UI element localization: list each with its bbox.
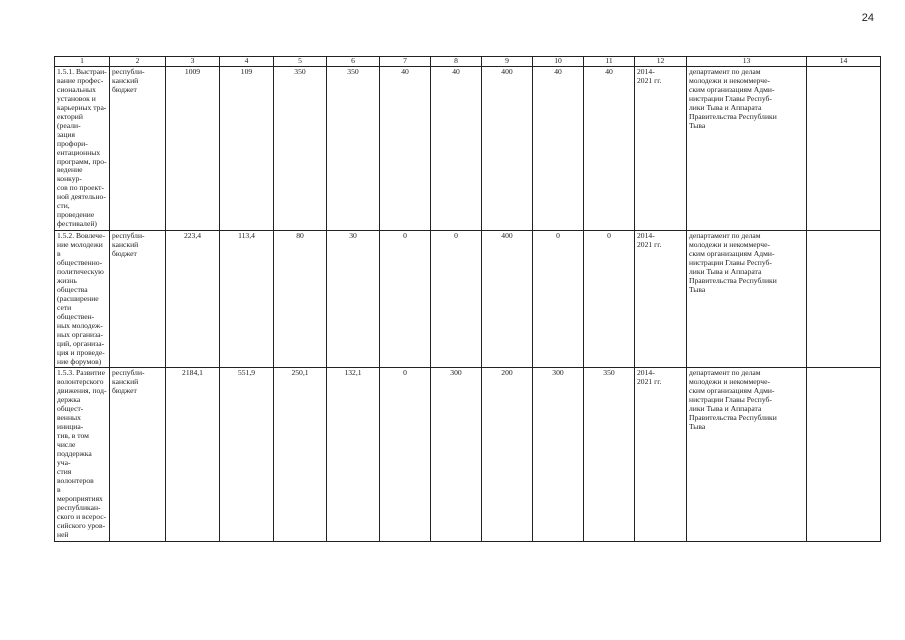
total-cell: 2184,1 bbox=[166, 368, 220, 541]
year-2020-cell: 40 bbox=[533, 67, 584, 231]
year-2016-cell: 350 bbox=[327, 67, 380, 231]
column-number: 10 bbox=[533, 57, 584, 67]
program-activities-table bbox=[54, 56, 881, 542]
year-2020-cell: 0 bbox=[533, 231, 584, 368]
column-number: 6 bbox=[327, 57, 380, 67]
year-2015-cell: 350 bbox=[274, 67, 327, 231]
column-number-row bbox=[55, 57, 881, 67]
column-number: 14 bbox=[807, 57, 881, 67]
column-number: 12 bbox=[635, 57, 687, 67]
column-number: 8 bbox=[431, 57, 482, 67]
year-2014-cell: 109 bbox=[220, 67, 274, 231]
total-cell: 223,4 bbox=[166, 231, 220, 368]
table-row bbox=[55, 368, 881, 541]
activity-cell: 1.5.2. Вовлече- ние молодежи в общественно- политическую жизнь общества (расширение сети обществен- ных молодеж- ных организа- ций, организа- ция и проведе- ние форумов) bbox=[55, 231, 110, 368]
year-2020-cell: 300 bbox=[533, 368, 584, 541]
funding-source-cell: республи- канский бюджет bbox=[110, 67, 166, 231]
page-number: 24 bbox=[861, 12, 874, 24]
year-2014-cell: 113,4 bbox=[220, 231, 274, 368]
result-cell bbox=[807, 368, 881, 541]
executor-cell: департамент по делам молодежи и некоммерче- ским организациям Адми- нистрации Главы Респуб- лики Тыва и Аппарата Правительства Республики Тыва bbox=[687, 368, 807, 541]
column-number: 5 bbox=[274, 57, 327, 67]
table-row bbox=[55, 67, 881, 231]
funding-source-cell: республи- канский бюджет bbox=[110, 368, 166, 541]
year-2021-cell: 40 bbox=[584, 67, 635, 231]
executor-cell: департамент по делам молодежи и некоммерче- ским организациям Адми- нистрации Главы Респуб- лики Тыва и Аппарата Правительства Республики Тыва bbox=[687, 231, 807, 368]
period-cell: 2014- 2021 гг. bbox=[635, 368, 687, 541]
year-2018-cell: 40 bbox=[431, 67, 482, 231]
executor-cell: департамент по делам молодежи и некоммерче- ским организациям Адми- нистрации Главы Респуб- лики Тыва и Аппарата Правительства Республики Тыва bbox=[687, 67, 807, 231]
column-number: 11 bbox=[584, 57, 635, 67]
year-2021-cell: 350 bbox=[584, 368, 635, 541]
column-number: 3 bbox=[166, 57, 220, 67]
year-2019-cell: 200 bbox=[482, 368, 533, 541]
activity-cell: 1.5.3. Развитие волонтерского движения, под- держка общест- венных инициа- тив, в том числе поддержка уча- стия волонтеров в мероприятиях республикан- ского и всерос- сийского уров- ней bbox=[55, 368, 110, 541]
year-2016-cell: 132,1 bbox=[327, 368, 380, 541]
period-cell: 2014- 2021 гг. bbox=[635, 67, 687, 231]
column-number: 13 bbox=[687, 57, 807, 67]
year-2016-cell: 30 bbox=[327, 231, 380, 368]
year-2017-cell: 40 bbox=[380, 67, 431, 231]
result-cell bbox=[807, 67, 881, 231]
year-2017-cell: 0 bbox=[380, 368, 431, 541]
year-2019-cell: 400 bbox=[482, 231, 533, 368]
year-2015-cell: 250,1 bbox=[274, 368, 327, 541]
year-2017-cell: 0 bbox=[380, 231, 431, 368]
year-2014-cell: 551,9 bbox=[220, 368, 274, 541]
total-cell: 1009 bbox=[166, 67, 220, 231]
column-number: 1 bbox=[55, 57, 110, 67]
year-2018-cell: 0 bbox=[431, 231, 482, 368]
year-2015-cell: 80 bbox=[274, 231, 327, 368]
column-number: 4 bbox=[220, 57, 274, 67]
column-number: 2 bbox=[110, 57, 166, 67]
table-row bbox=[55, 231, 881, 368]
activity-cell: 1.5.1. Выстраи- вание профес- сиональных установок и карьерных тра- екторий (реали- зация профори- ентационных программ, про- ведение конкур- сов по проект- ной деятельно- сти, проведение фестивалей) bbox=[55, 67, 110, 231]
year-2019-cell: 400 bbox=[482, 67, 533, 231]
column-number: 9 bbox=[482, 57, 533, 67]
period-cell: 2014- 2021 гг. bbox=[635, 231, 687, 368]
funding-source-cell: республи- канский бюджет bbox=[110, 231, 166, 368]
year-2021-cell: 0 bbox=[584, 231, 635, 368]
result-cell bbox=[807, 231, 881, 368]
year-2018-cell: 300 bbox=[431, 368, 482, 541]
column-number: 7 bbox=[380, 57, 431, 67]
